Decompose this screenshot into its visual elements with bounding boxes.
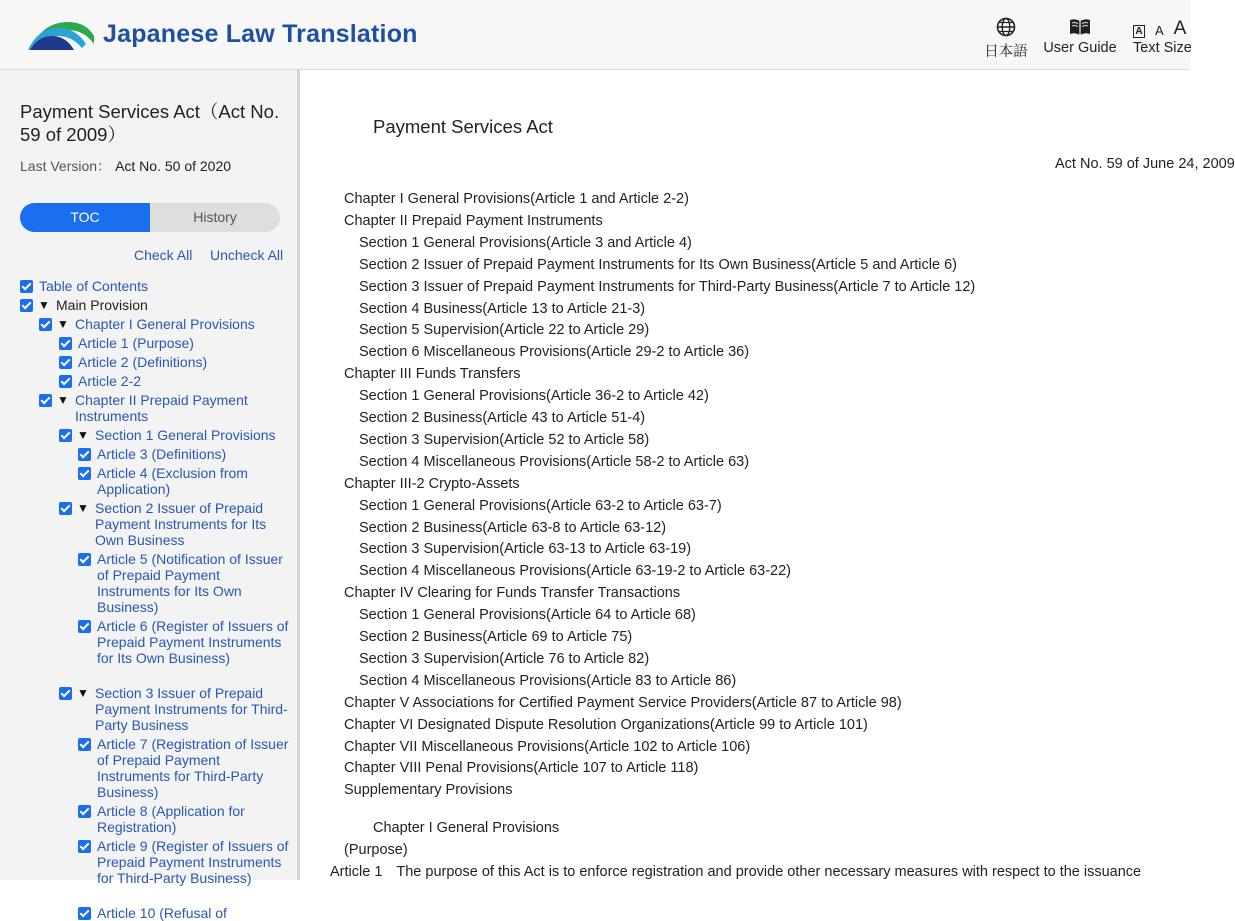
toc-checkbox[interactable]	[20, 299, 33, 312]
toc-item-label[interactable]: Article 3 (Definitions)	[97, 446, 227, 462]
toc-item[interactable]	[78, 551, 290, 615]
toc-checkbox[interactable]	[39, 318, 52, 331]
toc-section-link[interactable]: Section 3 Supervision(Article 76 to Article 82)	[359, 650, 650, 667]
expand-triangle-icon[interactable]: ▼	[77, 501, 89, 515]
toc-section-link[interactable]: Section 2 Business(Article 69 to Article 75)	[359, 629, 633, 645]
toc-item-label[interactable]: Section 3 Issuer of Prepaid Payment Instruments for Third-Party Business	[95, 685, 288, 733]
sidebar	[0, 70, 300, 921]
toc-checkbox[interactable]	[78, 738, 91, 751]
toc-section-link[interactable]: Section 4 Miscellaneous Provisions(Article 58-2 to Article 63)	[359, 453, 750, 470]
book-icon	[1068, 16, 1092, 38]
toc-checkbox[interactable]	[59, 375, 72, 388]
user-guide-button[interactable]	[1040, 16, 1120, 56]
toc-section-link[interactable]: Section 2 Business(Article 63-8 to Article 63-12)	[359, 519, 667, 536]
toc-section-link[interactable]: Section 4 Miscellaneous Provisions(Article 83 to Article 86)	[359, 672, 737, 689]
act-number: Act No. 59 of June 24, 2009	[1055, 156, 1235, 172]
toc-item[interactable]	[20, 297, 290, 313]
site-title[interactable]: Japanese Law Translation	[103, 20, 418, 48]
toc-item-label[interactable]: Article 5 (Notification of Issuer of Prepaid Payment Instruments for Its Own Business)	[97, 551, 283, 615]
toc-section-link[interactable]: Section 1 General Provisions(Article 36-2 to Article 42)	[359, 388, 709, 405]
language-button[interactable]	[984, 16, 1028, 61]
language-label: 日本語	[984, 44, 1028, 60]
expand-triangle-icon[interactable]: ▼	[38, 298, 50, 312]
text-size-label: Text Size	[1133, 40, 1192, 56]
text-size-control[interactable]	[1133, 16, 1213, 56]
toc-chapter-link[interactable]: Chapter III-2 Crypto-Assets	[344, 475, 520, 492]
text-size-small-icon[interactable]: A	[1133, 25, 1145, 38]
site-header	[0, 0, 1190, 70]
main-content	[303, 70, 1235, 880]
toc-checkbox[interactable]	[78, 553, 91, 566]
uncheck-all-link[interactable]: Uncheck All	[210, 247, 284, 263]
toc-section-link[interactable]: Section 3 Supervision(Article 52 to Article 58)	[359, 431, 650, 448]
toc-checkbox[interactable]	[78, 620, 91, 633]
check-all-link[interactable]: Check All	[134, 247, 193, 263]
toc-item[interactable]	[78, 618, 290, 666]
toc-item-label[interactable]: Article 10 (Refusal of	[97, 905, 227, 921]
toc-section-link[interactable]: Section 3 Issuer of Prepaid Payment Instruments for Third-Party Business(Article 7 to Article 12)	[359, 278, 976, 295]
toc-item-label[interactable]: Article 2-2	[78, 373, 142, 389]
toc-chapter-link[interactable]: Chapter VI Designated Dispute Resolution Organizations(Article 99 to Article 101)	[344, 716, 868, 733]
toc-item[interactable]	[39, 316, 290, 332]
toc-checkbox[interactable]	[59, 687, 72, 700]
law-title: Payment Services Act（Act No. 59 of 2009）	[20, 101, 280, 145]
article-text: The purpose of this Act is to enforce registration and provide other necessary measures with respect to the issuance	[396, 864, 1142, 880]
law-main-title: Payment Services Act	[373, 116, 553, 137]
site-logo-icon[interactable]	[28, 14, 96, 54]
toc-section-link[interactable]: Section 1 General Provisions(Article 64 to Article 68)	[359, 607, 696, 624]
toc-section-link[interactable]: Section 1 General Provisions(Article 63-2 to Article 63-7)	[359, 497, 722, 514]
toc-checkbox[interactable]	[78, 467, 91, 480]
toc-item-label[interactable]: Article 6 (Register of Issuers of Prepaid Payment Instruments for Its Own Business)	[97, 618, 289, 666]
toc-chapter-link[interactable]: Chapter V Associations for Certified Payment Service Providers(Article 87 to Article 98)	[344, 694, 902, 711]
toc-checkbox[interactable]	[59, 502, 72, 515]
toc-item[interactable]	[20, 278, 290, 294]
text-size-medium-icon[interactable]: A	[1155, 23, 1164, 38]
toc-checkbox[interactable]	[59, 356, 72, 369]
text-size-large-icon[interactable]: A	[1173, 18, 1187, 39]
chapter-heading: Chapter I General Provisions	[373, 820, 560, 836]
toc-checkbox[interactable]	[78, 907, 91, 920]
toc-item[interactable]	[59, 354, 290, 370]
toc-item-label[interactable]: Chapter II Prepaid Payment Instruments	[75, 392, 248, 424]
toc-section-link[interactable]: Section 2 Business(Article 43 to Article 51-4)	[359, 410, 646, 426]
toc-chapter-link[interactable]: Chapter I General Provisions(Article 1 and Article 2-2)	[344, 191, 689, 207]
toc-checkbox[interactable]	[78, 448, 91, 461]
expand-triangle-icon[interactable]: ▼	[57, 393, 69, 407]
toc-item-label: Main Provision	[56, 297, 148, 313]
toc-checkbox[interactable]	[59, 337, 72, 350]
toc-item[interactable]	[59, 335, 290, 351]
article-paragraph	[330, 864, 1141, 880]
toc-item-label[interactable]: Article 4 (Exclusion from Application)	[97, 465, 248, 497]
tab-toc[interactable]: TOC	[20, 203, 150, 232]
toc-item[interactable]	[78, 446, 290, 462]
toc-section-link[interactable]: Section 4 Business(Article 13 to Article 21-3)	[359, 300, 646, 317]
toc-item-label[interactable]: Article 7 (Registration of Issuer of Prepaid Payment Instruments for Third-Party Business)	[97, 736, 289, 800]
toc-section-link[interactable]: Section 4 Miscellaneous Provisions(Article 63-19-2 to Article 63-22)	[359, 563, 791, 580]
toc-checkbox[interactable]	[78, 840, 91, 853]
toc-item[interactable]	[78, 905, 290, 921]
toc-section-link[interactable]: Section 5 Supervision(Article 22 to Article 29)	[359, 322, 650, 339]
toc-item-label[interactable]: Article 9 (Register of Issuers of Prepaid Payment Instruments for Third-Party Business)	[97, 838, 289, 886]
toc-item[interactable]	[78, 736, 290, 800]
toc-checkbox[interactable]	[78, 805, 91, 818]
toc-item[interactable]	[59, 500, 290, 548]
toc-checkbox[interactable]	[39, 394, 52, 407]
toc-item[interactable]	[59, 685, 290, 733]
toc-section-link[interactable]: Section 3 Supervision(Article 63-13 to Article 63-19)	[359, 541, 692, 558]
toc-item[interactable]	[39, 392, 290, 424]
toc-item-label[interactable]: Chapter I General Provisions	[75, 316, 255, 332]
toc-section-link[interactable]: Section 1 General Provisions(Article 3 and Article 4)	[359, 234, 692, 251]
toc-chapter-link[interactable]: Supplementary Provisions	[344, 782, 513, 799]
toc-item[interactable]	[78, 838, 290, 886]
toc-chapter-link[interactable]: Chapter III Funds Transfers	[344, 366, 521, 383]
article-caption: (Purpose)	[344, 842, 408, 858]
toc-checkbox[interactable]	[59, 429, 72, 442]
text-size-glyphs	[1133, 16, 1213, 38]
toc-chapter-link[interactable]: Chapter VIII Penal Provisions(Article 107 to Article 118)	[344, 760, 699, 777]
last-version	[20, 156, 231, 176]
toc-item-label[interactable]: Section 2 Issuer of Prepaid Payment Instruments for Its Own Business	[95, 500, 267, 548]
toc-item[interactable]	[78, 465, 290, 497]
toc-item-label[interactable]: Article 2 (Definitions)	[78, 354, 208, 370]
article-number: Article 1	[330, 864, 383, 880]
expand-triangle-icon[interactable]: ▼	[57, 317, 69, 331]
toc-section-link[interactable]: Section 6 Miscellaneous Provisions(Article 29-2 to Article 36)	[359, 344, 750, 361]
expand-triangle-icon[interactable]: ▼	[77, 686, 89, 700]
toc-item[interactable]	[78, 803, 290, 835]
last-version-value[interactable]: Act No. 50 of 2020	[115, 158, 232, 174]
last-version-label: Last Version：	[20, 158, 112, 174]
expand-triangle-icon[interactable]: ▼	[77, 428, 89, 442]
user-guide-label: User Guide	[1043, 40, 1117, 56]
toc-item-label[interactable]: Section 1 General Provisions	[95, 427, 276, 443]
tab-history[interactable]: History	[193, 209, 237, 225]
toc-chapter-link[interactable]: Chapter IV Clearing for Funds Transfer Transactions	[344, 585, 681, 602]
toc-chapter-link[interactable]: Chapter VII Miscellaneous Provisions(Article 102 to Article 106)	[344, 738, 751, 755]
toc-item-label[interactable]: Article 8 (Application for Registration)	[97, 803, 245, 835]
toc-chapter-link[interactable]: Chapter II Prepaid Payment Instruments	[344, 212, 603, 229]
toc-item[interactable]	[59, 427, 290, 443]
toc-checkbox[interactable]	[20, 280, 33, 293]
globe-icon	[995, 16, 1017, 38]
sidebar-tabs	[20, 203, 280, 232]
toc-section-link[interactable]: Section 2 Issuer of Prepaid Payment Instruments for Its Own Business(Article 5 and Article 6)	[359, 256, 957, 273]
toc-item-label[interactable]: Article 1 (Purpose)	[78, 335, 194, 351]
toc-item[interactable]	[59, 373, 290, 389]
toc-item-label[interactable]: Table of Contents	[39, 278, 148, 294]
